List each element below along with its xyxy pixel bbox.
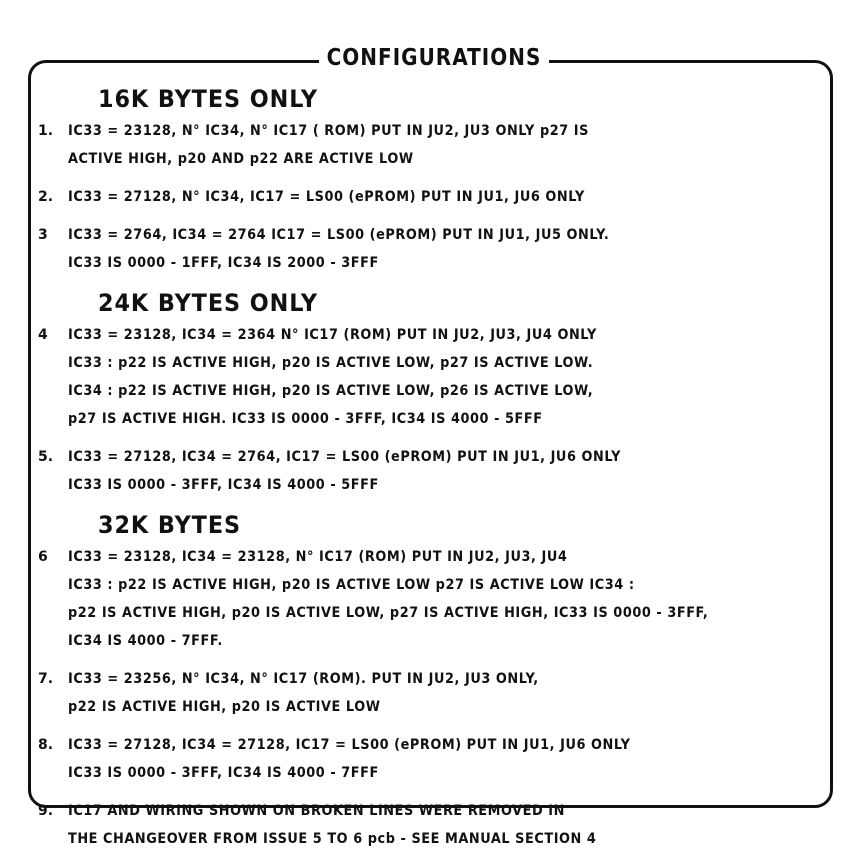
item-number: 1. — [38, 123, 54, 139]
item-line: IC34 IS 4000 - 7FFF. — [68, 633, 223, 649]
item-number: 7. — [38, 671, 54, 687]
config-item — [38, 797, 818, 853]
configurations-content — [38, 83, 818, 863]
title-wrap — [0, 45, 868, 69]
config-item — [38, 443, 818, 499]
item-line: IC33 = 23128, N° IC34, N° IC17 ( ROM) PUT IN JU2, JU3 ONLY p27 IS — [68, 123, 589, 139]
config-item — [38, 543, 818, 655]
item-line: IC33 : p22 IS ACTIVE HIGH, p20 IS ACTIVE LOW, p27 IS ACTIVE LOW. — [68, 355, 594, 371]
item-line: IC33 = 23128, IC34 = 2364 N° IC17 (ROM) PUT IN JU2, JU3, JU4 ONLY — [68, 327, 597, 343]
item-line: IC33 = 2764, IC34 = 2764 IC17 = LS00 (ePROM) PUT IN JU1, JU5 ONLY. — [68, 227, 610, 243]
item-number: 3 — [38, 227, 48, 243]
item-line: p22 IS ACTIVE HIGH, p20 IS ACTIVE LOW — [68, 699, 381, 715]
item-line: IC33 = 27128, IC34 = 27128, IC17 = LS00 (ePROM) PUT IN JU1, JU6 ONLY — [68, 737, 631, 753]
item-line: IC33 IS 0000 - 1FFF, IC34 IS 2000 - 3FFF — [68, 255, 379, 271]
config-item — [38, 183, 818, 211]
item-line: IC33 = 23128, IC34 = 23128, N° IC17 (ROM) PUT IN JU2, JU3, JU4 — [68, 549, 568, 565]
config-item — [38, 665, 818, 721]
item-number: 8. — [38, 737, 54, 753]
section-heading-24k: 24K BYTES ONLY — [98, 289, 318, 317]
item-line: IC33 = 27128, N° IC34, IC17 = LS00 (ePROM) PUT IN JU1, JU6 ONLY — [68, 189, 585, 205]
config-item — [38, 731, 818, 787]
item-line: ACTIVE HIGH, p20 AND p22 ARE ACTIVE LOW — [68, 151, 414, 167]
item-line: THE CHANGEOVER FROM ISSUE 5 TO 6 pcb - SEE MANUAL SECTION 4 — [68, 831, 597, 847]
item-line: p27 IS ACTIVE HIGH. IC33 IS 0000 - 3FFF, IC34 IS 4000 - 5FFF — [68, 411, 543, 427]
item-line: IC33 = 27128, IC34 = 2764, IC17 = LS00 (ePROM) PUT IN JU1, JU6 ONLY — [68, 449, 621, 465]
item-line: IC33 = 23256, N° IC34, N° IC17 (ROM). PUT IN JU2, JU3 ONLY, — [68, 671, 539, 687]
config-item — [38, 221, 818, 277]
item-number: 2. — [38, 189, 54, 205]
section-heading-32k: 32K BYTES — [98, 511, 242, 539]
item-line: p22 IS ACTIVE HIGH, p20 IS ACTIVE LOW, p27 IS ACTIVE HIGH, IC33 IS 0000 - 3FFF, — [68, 605, 709, 621]
item-number: 9. — [38, 803, 54, 819]
config-item — [38, 321, 818, 433]
section-heading-16k: 16K BYTES ONLY — [98, 85, 318, 113]
item-number: 5. — [38, 449, 54, 465]
item-line: IC33 IS 0000 - 3FFF, IC34 IS 4000 - 5FFF — [68, 477, 379, 493]
item-line: IC34 : p22 IS ACTIVE HIGH, p20 IS ACTIVE LOW, p26 IS ACTIVE LOW, — [68, 383, 594, 399]
item-line: IC33 : p22 IS ACTIVE HIGH, p20 IS ACTIVE LOW p27 IS ACTIVE LOW IC34 : — [68, 577, 635, 593]
item-number: 6 — [38, 549, 48, 565]
item-line: IC33 IS 0000 - 3FFF, IC34 IS 4000 - 7FFF — [68, 765, 379, 781]
page-title: CONFIGURATIONS — [319, 43, 550, 71]
item-line: IC17 AND WIRING SHOWN ON BROKEN LINES WERE REMOVED IN — [68, 803, 565, 819]
item-number: 4 — [38, 327, 48, 343]
config-item — [38, 117, 818, 173]
